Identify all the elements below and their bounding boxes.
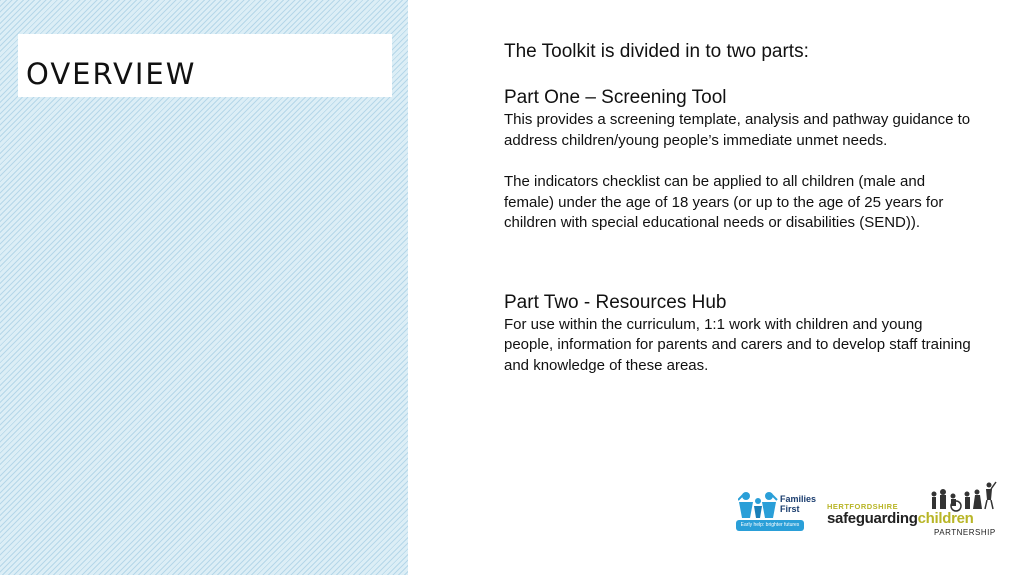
families-first-tagline: Early help: brighter futures [736,520,804,531]
part-one-indicators: The indicators checklist can be applied to all children (male and female) under the age of 18 years (or up to the age of 25 years for children with special educational needs or disabilities (SEND)). [504,173,944,231]
hscp-county: HERTFORDSHIRE [827,502,899,511]
families-first-logo [736,490,817,538]
people-silhouettes-icon [929,480,999,512]
slide-content [504,40,974,376]
hscp-logo [827,480,999,544]
part-two-heading: Part Two - Resources Hub [504,291,727,313]
families-first-name: Families First [780,494,817,514]
intro-text: The Toolkit is divided in to two parts: [504,41,809,62]
slide-title: OVERVIEW [26,57,197,91]
part-two-description: For use within the curriculum, 1:1 work with children and young people, information for parents and carers and to develop staff training and knowledge of these areas. [504,315,971,374]
hscp-wordmark: safeguardingchildren [827,510,974,527]
hscp-partnership: PARTNERSHIP [934,528,996,537]
families-figures-icon [738,490,778,520]
title-box [18,34,392,97]
decorative-side-panel [0,0,408,575]
partner-logos [736,480,1000,544]
part-one-heading: Part One – Screening Tool [504,87,727,108]
part-one-description: This provides a screening template, analysis and pathway guidance to address children/young people’s immediate unmet needs. [504,111,971,149]
